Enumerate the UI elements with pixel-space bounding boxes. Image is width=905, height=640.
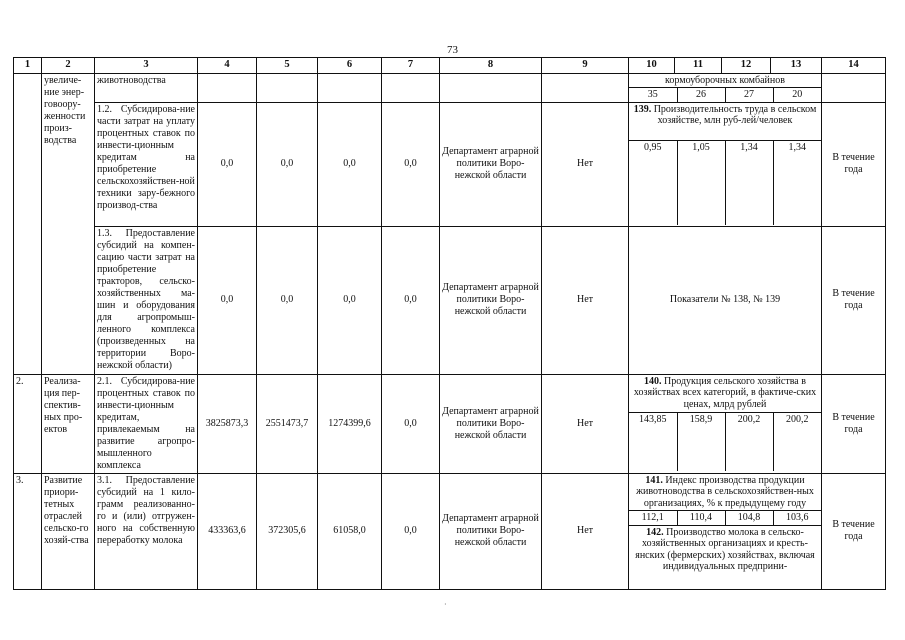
department-cell: Департамент аграрной политики Воро-нежской области [440, 102, 542, 226]
measure-cell: 1.3. Предоставление субсидий на компен-сацию части затрат на приобретение тракторов, сельско-хозяйственных ма-шин и оборудования для агропромыш-ленного комплекса (произведенных на территории Воро-нежской области) [95, 226, 198, 374]
value-cell: 0,0 [382, 473, 440, 589]
indicator-text: кормоуборочных комбайнов [665, 74, 785, 86]
table-row [14, 226, 886, 374]
value-cell: 0,0 [382, 102, 440, 226]
value-cell: Нет [542, 226, 629, 374]
indicator-text: Производство молока в сельско-хозяйственных организациях и кресть-янских (фермерских) хозяйствах, включая индивидуальных предприни- [635, 526, 815, 573]
value-cell: 0,0 [382, 226, 440, 374]
indicator-cell [629, 374, 822, 473]
col-header: 5 [257, 58, 318, 74]
indicator-text: Индекс производства продукции животноводства в сельскохозяйствен-ных организациях, % к предыдущему году [636, 474, 814, 509]
indicator-value: 112,1 [629, 511, 677, 526]
indicator-value: 27 [725, 88, 773, 102]
goal-cell: Реализа-ция пер-спектив-ных про-ектов [42, 374, 95, 473]
indicator-value: 143,85 [629, 413, 677, 471]
department-cell: Департамент аграрной политики Воро-нежской области [440, 226, 542, 374]
col-header: 1 [14, 58, 42, 74]
col-header: 2 [42, 58, 95, 74]
indicator-value: 35 [629, 88, 677, 102]
indicator-value: 103,6 [773, 511, 821, 526]
indicator-value: 1,05 [677, 141, 725, 225]
period-cell: В течение года [822, 473, 886, 589]
period-cell: В течение года [822, 102, 886, 226]
indicator-value: 200,2 [773, 413, 821, 471]
value-cell: 0,0 [198, 226, 257, 374]
indicator-text: Производительность труда в сельском хозяйстве, млн руб-лей/человек [653, 103, 817, 127]
col-header: 12 [722, 58, 771, 74]
indicator-reference: Показатели № 138, № 139 [629, 226, 822, 374]
col-header: 6 [318, 58, 382, 74]
value-cell: 0,0 [318, 102, 382, 226]
indicator-value: 104,8 [725, 511, 773, 526]
col-header: 14 [822, 58, 886, 74]
goal-cell: Развитие приори-тетных отраслей сельско-го хозяй-ства [42, 473, 95, 589]
header-row [14, 58, 886, 74]
indicator-value: 1,34 [725, 141, 773, 225]
col-header: 7 [382, 58, 440, 74]
row-number [14, 73, 42, 374]
period-cell: В течение года [822, 226, 886, 374]
indicator-number: 141. [645, 474, 663, 486]
col-header: 10 [629, 58, 675, 74]
table-row [14, 102, 886, 226]
col-header: 4 [198, 58, 257, 74]
indicator-value: 110,4 [677, 511, 725, 526]
value-cell: 0,0 [318, 226, 382, 374]
indicator-value: 0,95 [629, 141, 677, 225]
measure-cell: 2.1. Субсидирова-ние процентных ставок по инвести-ционным кредитам, привлекаемым на развитие агропро-мышленного комплекса [95, 374, 198, 473]
value-cell: 61058,0 [318, 473, 382, 589]
value-cell: 3825873,3 [198, 374, 257, 473]
col-header: 3 [95, 58, 198, 74]
measures-table [13, 57, 886, 590]
value-cell: Нет [542, 473, 629, 589]
indicator-cell [629, 73, 822, 102]
row-number: 2. [14, 374, 42, 473]
indicator-value: 158,9 [677, 413, 725, 471]
col-header: 9 [542, 58, 629, 74]
page-mark: · [444, 600, 447, 609]
department-cell: Департамент аграрной политики Воро-нежской области [440, 374, 542, 473]
value-cell: 1274399,6 [318, 374, 382, 473]
row-number: 3. [14, 473, 42, 589]
goal-cell: увеличе-ние энер-говоору-женности произ-водства [42, 73, 95, 374]
indicator-cell [629, 102, 822, 226]
indicator-value: 20 [773, 88, 821, 102]
col-header: 13 [771, 58, 822, 74]
indicator-value: 1,34 [773, 141, 821, 225]
period-cell: В течение года [822, 374, 886, 473]
table-row [14, 73, 886, 102]
value-cell: 372305,6 [257, 473, 318, 589]
indicator-number: 142. [646, 526, 664, 538]
value-cell: Нет [542, 102, 629, 226]
indicator-value: 26 [677, 88, 725, 102]
value-cell: 0,0 [198, 102, 257, 226]
measure-cell: животноводства [95, 73, 198, 102]
measure-cell: 1.2. Субсидирова-ние части затрат на уплату процентных ставок по инвести-ционным кредитам на приобретение сельскохозяйствен-ной техники зару-бежного производ-ства [95, 102, 198, 226]
indicator-number: 140. [644, 375, 662, 387]
indicator-cell [629, 473, 822, 589]
indicator-value: 200,2 [725, 413, 773, 471]
col-header: 11 [675, 58, 722, 74]
value-cell: 2551473,7 [257, 374, 318, 473]
value-cell: 0,0 [257, 102, 318, 226]
value-cell: 433363,6 [198, 473, 257, 589]
department-cell: Департамент аграрной политики Воро-нежской области [440, 473, 542, 589]
value-cell: 0,0 [382, 374, 440, 473]
measure-cell: 3.1. Предоставление субсидий на 1 кило-грамм реализованно-го и (или) отгружен-ного на собственную переработку молока [95, 473, 198, 589]
col-header: 8 [440, 58, 542, 74]
page-number: 73 [447, 44, 458, 56]
value-cell: 0,0 [257, 226, 318, 374]
table-row [14, 374, 886, 473]
indicator-text: Продукция сельского хозяйства в хозяйствах всех категорий, в фактиче-ских ценах, млрд рублей [633, 375, 817, 410]
indicator-number: 139. [633, 103, 652, 115]
value-cell: Нет [542, 374, 629, 473]
table-row [14, 473, 886, 589]
